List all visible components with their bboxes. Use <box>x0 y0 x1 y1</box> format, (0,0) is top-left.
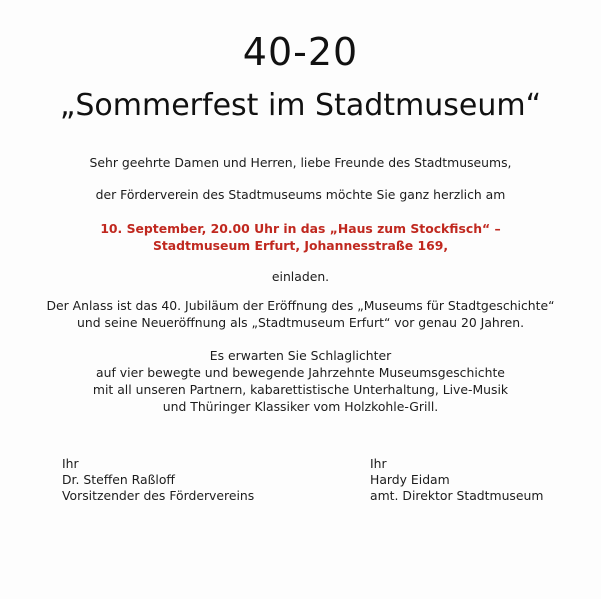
signature-right <box>370 456 543 504</box>
program-line: Es erwarten Sie Schlaglichter <box>209 348 392 363</box>
occasion-line: Der Anlass ist das 40. Jubiläum der Eröffnung des „Museums für Stadtgeschichte“ <box>46 298 555 313</box>
signature-role: Vorsitzender des Fördervereins <box>62 488 255 503</box>
event-details <box>0 220 601 254</box>
event-date-location: 10. September, 20.00 Uhr in das „Haus zum Stockfisch“ – <box>100 221 501 236</box>
program-line: auf vier bewegte und bewegende Jahrzehnte Museumsgeschichte <box>96 365 505 380</box>
signature-closing: Ihr <box>370 456 387 471</box>
occasion-text <box>0 297 601 331</box>
signature-role: amt. Direktor Stadtmuseum <box>370 488 544 503</box>
program-line: und Thüringer Klassiker vom Holzkohle-Grill. <box>162 399 439 414</box>
signature-left <box>62 456 254 504</box>
signature-name: Dr. Steffen Raßloff <box>62 472 175 487</box>
document-title: 40-20 <box>242 30 359 74</box>
signature-name: Hardy Eidam <box>370 472 450 487</box>
program-text <box>0 347 601 415</box>
intro-text: der Förderverein des Stadtmuseums möchte Sie ganz herzlich am <box>95 187 506 202</box>
document-subtitle: „Sommerfest im Stadtmuseum“ <box>59 88 542 123</box>
event-address: Stadtmuseum Erfurt, Johannesstraße 169, <box>152 238 449 253</box>
program-line: mit all unseren Partnern, kabarettistische Unterhaltung, Live-Musik <box>92 382 509 397</box>
invite-text: einladen. <box>271 269 330 284</box>
signature-closing: Ihr <box>62 456 79 471</box>
salutation: Sehr geehrte Damen und Herren, liebe Freunde des Stadtmuseums, <box>89 155 512 170</box>
occasion-line: und seine Neueröffnung als „Stadtmuseum Erfurt“ vor genau 20 Jahren. <box>76 315 525 330</box>
